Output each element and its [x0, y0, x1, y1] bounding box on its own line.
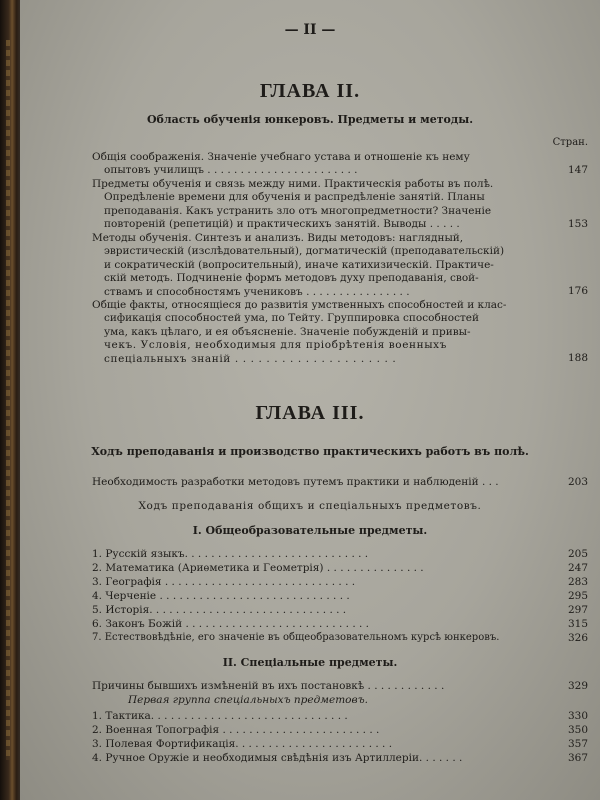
chapter-2-subtitle: Область обученія юнкеровъ. Предметы и методы.	[146, 113, 474, 126]
chapter-3-title: ГЛАВА III.	[255, 402, 365, 424]
toc-entry-line: преподаванія. Какъ устранить зло отъ многопредметности? Значеніе	[104, 204, 492, 217]
toc-page-number: 330	[567, 710, 588, 722]
toc-entry-line: Общія соображенія. Значеніе учебнаго устава и отношеніе къ нему	[92, 151, 470, 163]
list-item: 2. Математика (Ариѳметика и Геометрія) . . . . . . . . . . . . . . .	[92, 562, 424, 574]
toc-page-number: 188	[567, 352, 588, 364]
toc-intro-entry: Необходимость разработки методовъ путемъ практики и наблюденій . . .	[92, 476, 499, 488]
list-item: 5. Исторія. . . . . . . . . . . . . . . . . . . . . . . . . . . . . .	[92, 604, 347, 616]
toc-page-number: 329	[567, 680, 588, 692]
toc-entry	[92, 232, 562, 299]
toc-page-number: 147	[567, 164, 588, 176]
list-item: 4. Ручное Оружіе и необходимыя свѣдѣнія изъ Артиллеріи. . . . . . .	[92, 752, 463, 764]
toc-page-number: 315	[567, 618, 588, 630]
toc-entry	[92, 299, 562, 366]
list-item: 6. Законъ Божій . . . . . . . . . . . . . . . . . . . . . . . . . . . .	[92, 618, 370, 630]
group-label: Первая группа спеціальныхъ предметовъ.	[128, 694, 368, 706]
toc-entry-line: спеціальныхъ знаній . . . . . . . . . . . . . . . . . . . . .	[104, 352, 397, 365]
toc-page-number: 205	[567, 548, 588, 560]
list-item: 3. Полевая Фортификація. . . . . . . . . . . . . . . . . . . . . . . .	[92, 738, 393, 750]
toc-page-number: 153	[567, 218, 588, 230]
toc-entry-line: Опредѣленіе времени для обученія и распредѣленіе занятій. Планы	[104, 191, 485, 204]
list-item: 1. Русскій языкъ. . . . . . . . . . . . . . . . . . . . . . . . . . . .	[92, 548, 369, 560]
section-2-heading: II. Спеціальные предметы.	[222, 656, 398, 669]
toc-page-number: 176	[567, 285, 588, 297]
chapter-2-title: ГЛАВА II.	[259, 80, 361, 102]
toc-entry	[92, 151, 562, 178]
toc-page-number: 357	[567, 738, 588, 750]
toc-entry-line: и сократическій (вопросительный), иначе катихизическій. Практиче-	[104, 258, 494, 271]
toc-entry-line: эвристическій (изслѣдовательный), догматическій (преподавательскій)	[104, 245, 505, 258]
toc-page-number: 350	[567, 724, 588, 736]
toc-entry-line: Предметы обученія и связь между ними. Практическія работы въ полѣ.	[92, 178, 494, 190]
toc-entry-line: Общіе факты, относящіеся до развитія умственныхъ способностей и клас-	[92, 299, 507, 311]
book-spine	[0, 0, 22, 800]
list-item: 2. Военная Топографія . . . . . . . . . . . . . . . . . . . . . . . .	[92, 724, 380, 736]
toc-entry-line: ствамъ и способностямъ учениковъ . . . . . . . . . . . . . . . .	[104, 285, 410, 298]
toc-entry-line: опытовъ училищъ . . . . . . . . . . . . . . . . . . . . . . .	[104, 164, 358, 177]
toc-entry	[92, 178, 562, 232]
toc-page-number: 326	[567, 632, 588, 644]
book-page	[20, 0, 600, 800]
page-column-label: Стран.	[552, 137, 588, 148]
section-1-heading: I. Общеобразовательные предметы.	[192, 524, 428, 537]
toc-entry-line: Методы обученія. Синтезъ и анализъ. Виды методовъ: наглядный,	[92, 232, 464, 244]
running-head: — II —	[284, 22, 336, 38]
course-heading: Ходъ преподаванія общихъ и спеціальныхъ предметовъ.	[138, 500, 482, 512]
list-item: 1. Тактика. . . . . . . . . . . . . . . . . . . . . . . . . . . . . .	[92, 710, 348, 722]
list-item: 4. Черченіе . . . . . . . . . . . . . . . . . . . . . . . . . . . . .	[92, 590, 350, 602]
toc-page-number: 295	[567, 590, 588, 602]
toc-entry-line: скій методъ. Подчиненіе формъ методовъ духу преподаванія, свой-	[104, 272, 479, 285]
list-item: 7. Естествовѣдѣніе, его значеніе въ общеобразовательномъ курсѣ юнкеровъ.	[92, 632, 500, 643]
toc-page-number: 283	[567, 576, 588, 588]
toc-page-number: 203	[567, 476, 588, 488]
toc-entry-line: сификація способностей ума, по Тейту. Группировка способностей	[104, 312, 479, 325]
toc-page-number: 367	[567, 752, 588, 764]
toc-entry-line: чекъ. Условія, необходимыя для пріобрѣтенія военныхъ	[104, 339, 447, 352]
toc-page-number: 247	[567, 562, 588, 574]
toc-page-number: 297	[567, 604, 588, 616]
toc-entry-line: ума, какъ цѣлаго, и ея объясненіе. Значеніе побужденій и привы-	[104, 325, 471, 338]
chapter-3-subtitle: Ходъ преподаванія и производство практическихъ работъ въ полѣ.	[91, 445, 529, 458]
list-item: 3. Географія . . . . . . . . . . . . . . . . . . . . . . . . . . . . .	[92, 576, 356, 588]
toc-entry-line: повтореній (репетицій) и практическихъ занятій. Выводы . . . . .	[104, 218, 460, 231]
toc-intro-entry: Причины бывшихъ измѣненій въ ихъ постановкѣ . . . . . . . . . . . .	[92, 680, 445, 692]
